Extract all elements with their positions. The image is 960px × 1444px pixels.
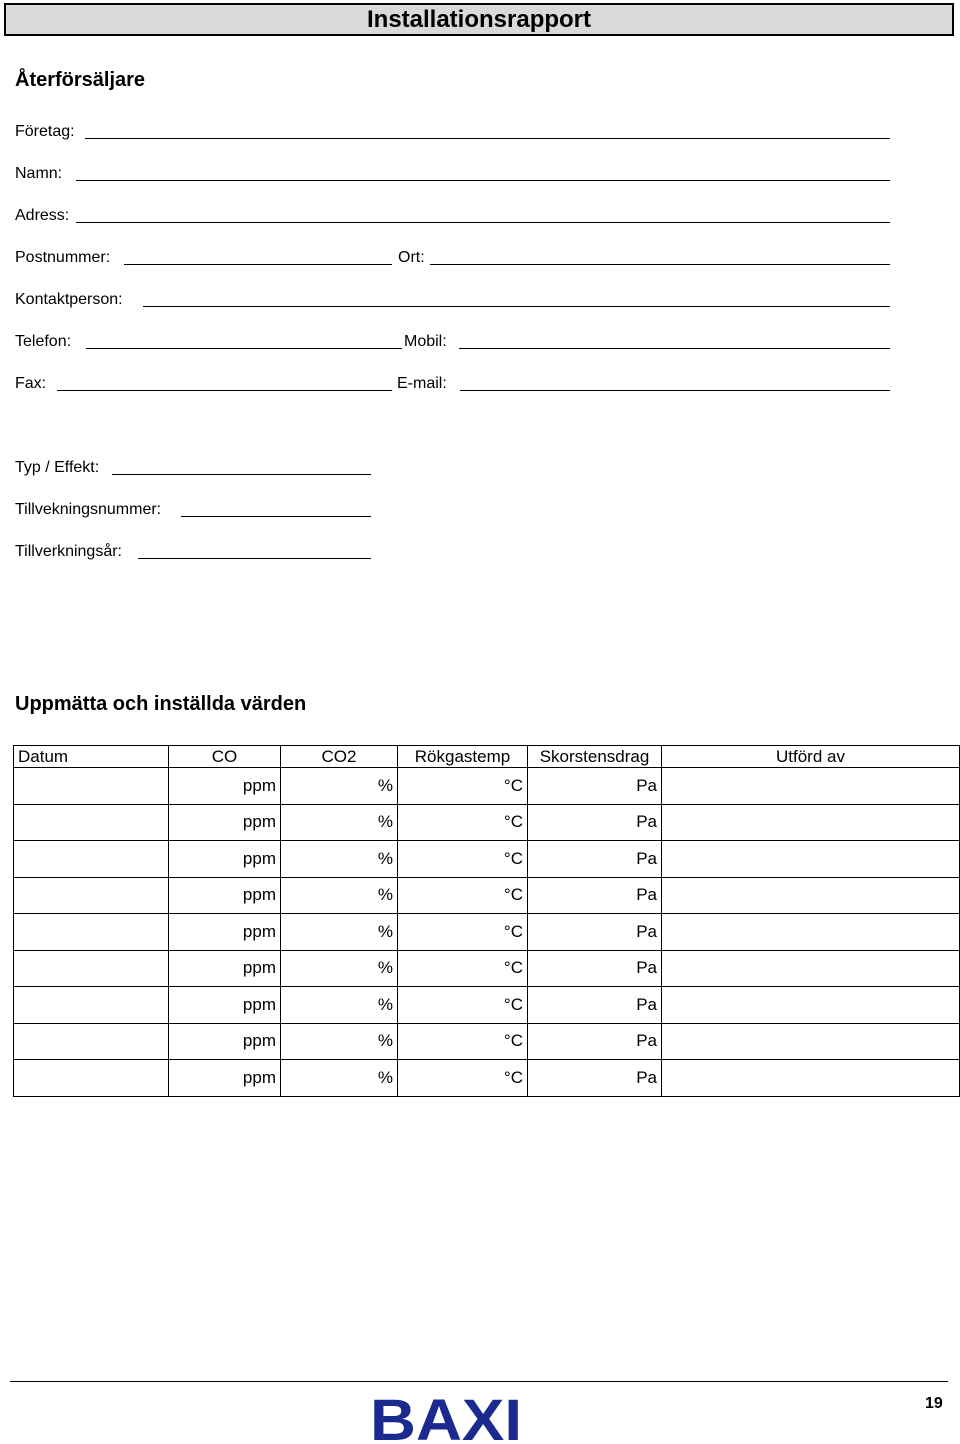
chimney-draft-cell[interactable]: Pa (528, 914, 662, 951)
chimney-draft-cell[interactable]: Pa (528, 1023, 662, 1060)
table-row (14, 841, 960, 878)
date-cell[interactable] (14, 841, 169, 878)
table-row (14, 804, 960, 841)
table-row (14, 768, 960, 805)
performed-by-cell[interactable] (662, 987, 960, 1024)
column-header-chimney-draft: Skorstensdrag (528, 746, 662, 768)
date-cell[interactable] (14, 987, 169, 1024)
company-field[interactable] (85, 138, 890, 139)
date-cell[interactable] (14, 877, 169, 914)
performed-by-cell[interactable] (662, 841, 960, 878)
chimney-draft-cell[interactable]: Pa (528, 841, 662, 878)
date-cell[interactable] (14, 950, 169, 987)
co-cell[interactable]: ppm (169, 1023, 281, 1060)
table-row (14, 877, 960, 914)
flue-temp-cell[interactable]: °C (398, 1023, 528, 1060)
chimney-draft-cell[interactable]: Pa (528, 877, 662, 914)
column-header-date: Datum (14, 746, 169, 768)
type-effect-field[interactable] (112, 474, 371, 475)
co2-cell[interactable]: % (281, 1060, 398, 1097)
co2-cell[interactable]: % (281, 914, 398, 951)
flue-temp-cell[interactable]: °C (398, 768, 528, 805)
performed-by-cell[interactable] (662, 950, 960, 987)
serial-label: Tillvekningsnummer: (15, 501, 162, 518)
chimney-draft-cell[interactable]: Pa (528, 804, 662, 841)
co-cell[interactable]: ppm (169, 841, 281, 878)
table-row (14, 950, 960, 987)
svg-text:BAXI: BAXI (370, 1394, 522, 1442)
flue-temp-cell[interactable]: °C (398, 804, 528, 841)
type-effect-label: Typ / Effekt: (15, 459, 100, 476)
measurements-table (13, 745, 960, 1097)
year-label: Tillverkningsår: (15, 543, 122, 560)
postcode-label: Postnummer: (15, 249, 111, 266)
flue-temp-cell[interactable]: °C (398, 877, 528, 914)
table-header-row (14, 746, 960, 768)
co-cell[interactable]: ppm (169, 914, 281, 951)
co-cell[interactable]: ppm (169, 804, 281, 841)
column-header-flue-temp: Rökgastemp (398, 746, 528, 768)
co-cell[interactable]: ppm (169, 877, 281, 914)
year-field[interactable] (138, 558, 371, 559)
performed-by-cell[interactable] (662, 1060, 960, 1097)
date-cell[interactable] (14, 914, 169, 951)
email-label: E-mail: (397, 375, 447, 392)
co2-cell[interactable]: % (281, 987, 398, 1024)
measurements-heading: Uppmätta och inställda värden (15, 693, 307, 715)
co2-cell[interactable]: % (281, 950, 398, 987)
co-cell[interactable]: ppm (169, 950, 281, 987)
mobile-label: Mobil: (404, 333, 447, 350)
chimney-draft-cell[interactable]: Pa (528, 950, 662, 987)
co-cell[interactable]: ppm (169, 1060, 281, 1097)
serial-field[interactable] (181, 516, 371, 517)
flue-temp-cell[interactable]: °C (398, 1060, 528, 1097)
flue-temp-cell[interactable]: °C (398, 987, 528, 1024)
table-row (14, 1023, 960, 1060)
table-row (14, 987, 960, 1024)
city-field[interactable] (430, 264, 890, 265)
chimney-draft-cell[interactable]: Pa (528, 987, 662, 1024)
date-cell[interactable] (14, 1060, 169, 1097)
co2-cell[interactable]: % (281, 1023, 398, 1060)
title-bar (4, 3, 954, 36)
fax-label: Fax: (15, 375, 47, 392)
performed-by-cell[interactable] (662, 804, 960, 841)
address-label: Adress: (15, 207, 70, 224)
name-field[interactable] (76, 180, 890, 181)
mobile-field[interactable] (459, 348, 890, 349)
co-cell[interactable]: ppm (169, 987, 281, 1024)
footer-rule (10, 1381, 948, 1382)
page-title: Installationsrapport (366, 6, 592, 33)
flue-temp-cell[interactable]: °C (398, 841, 528, 878)
baxi-logo (368, 1394, 524, 1442)
email-field[interactable] (460, 390, 890, 391)
co-cell[interactable]: ppm (169, 768, 281, 805)
co2-cell[interactable]: % (281, 841, 398, 878)
date-cell[interactable] (14, 1023, 169, 1060)
dealer-heading: Återförsäljare (15, 69, 146, 91)
performed-by-cell[interactable] (662, 768, 960, 805)
date-cell[interactable] (14, 768, 169, 805)
column-header-co2: CO2 (281, 746, 398, 768)
name-label: Namn: (15, 165, 63, 182)
contact-field[interactable] (143, 306, 890, 307)
fax-field[interactable] (57, 390, 392, 391)
contact-label: Kontaktperson: (15, 291, 123, 308)
column-header-co: CO (169, 746, 281, 768)
postcode-field[interactable] (124, 264, 392, 265)
flue-temp-cell[interactable]: °C (398, 914, 528, 951)
performed-by-cell[interactable] (662, 877, 960, 914)
chimney-draft-cell[interactable]: Pa (528, 1060, 662, 1097)
phone-field[interactable] (86, 348, 402, 349)
performed-by-cell[interactable] (662, 914, 960, 951)
phone-label: Telefon: (15, 333, 72, 350)
table-row (14, 1060, 960, 1097)
flue-temp-cell[interactable]: °C (398, 950, 528, 987)
city-label: Ort: (398, 249, 425, 266)
date-cell[interactable] (14, 804, 169, 841)
performed-by-cell[interactable] (662, 1023, 960, 1060)
co2-cell[interactable]: % (281, 768, 398, 805)
co2-cell[interactable]: % (281, 877, 398, 914)
address-field[interactable] (76, 222, 890, 223)
company-label: Företag: (15, 123, 75, 140)
co2-cell[interactable]: % (281, 804, 398, 841)
page-number: 19 (925, 1395, 943, 1412)
chimney-draft-cell[interactable]: Pa (528, 768, 662, 805)
column-header-performed-by: Utförd av (662, 746, 960, 768)
table-row (14, 914, 960, 951)
